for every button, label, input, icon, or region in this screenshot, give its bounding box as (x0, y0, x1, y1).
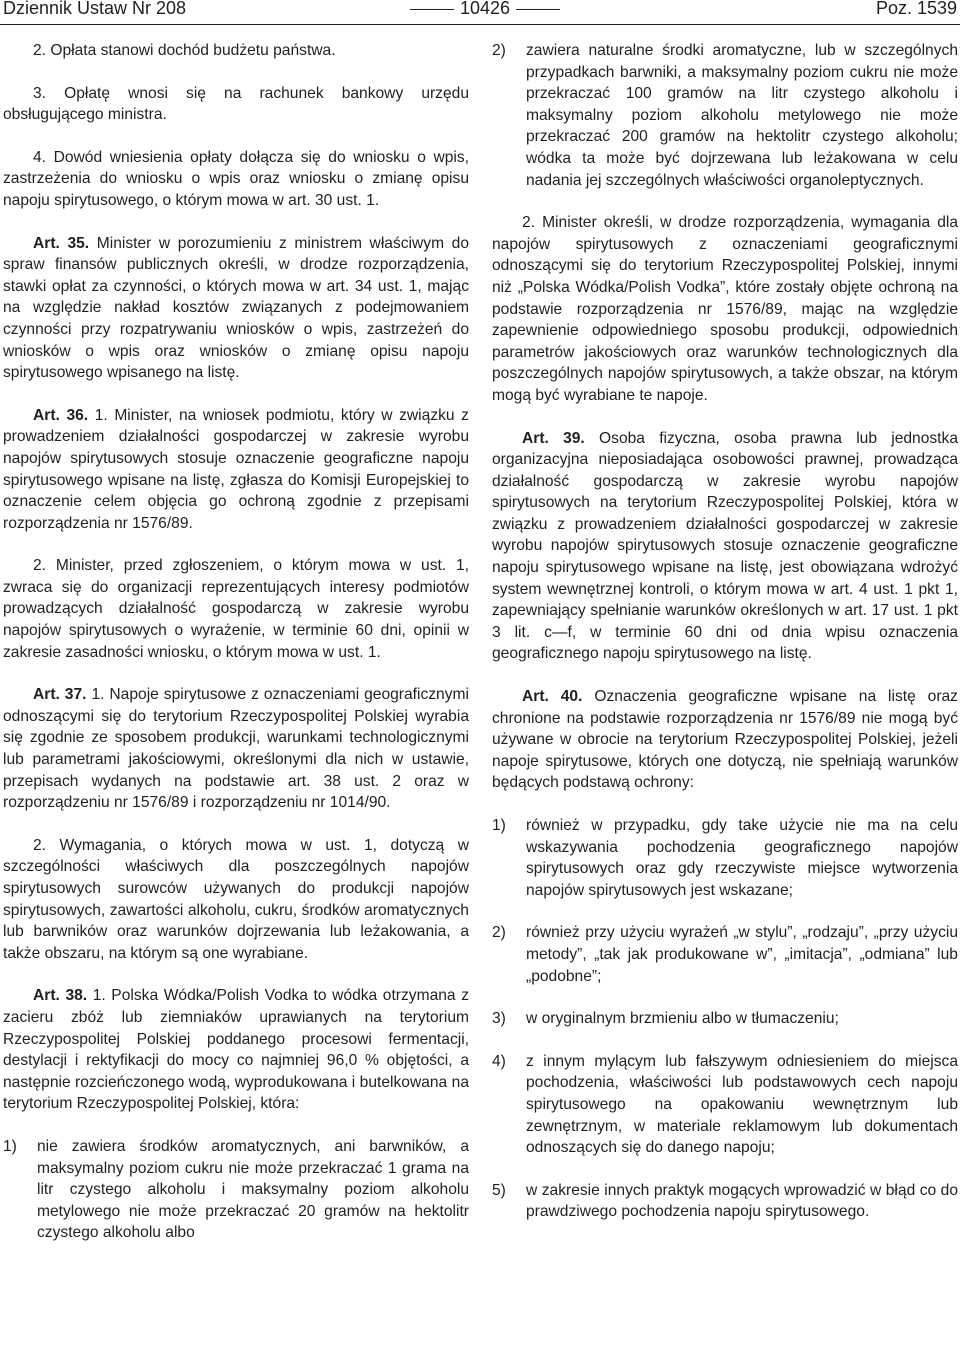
list-item-number: 3) (492, 1010, 506, 1028)
paragraph-fee-proof: 4. Dowód wniesienia opłaty dołącza się do wniosku o wpis, zastrzeżenia do wniosku o wpis oraz wniosku o zmianę opisu napoju spirytusowego, o którym mowa w art. 30 ust. 1. (3, 148, 469, 209)
list-item (492, 1180, 958, 1223)
left-column (3, 40, 469, 1265)
list-item-number: 4) (492, 1052, 506, 1070)
journal-title: Dziennik Ustaw Nr 208 (3, 0, 187, 18)
article-40 (492, 686, 958, 794)
article-39-label: Art. 39. (522, 429, 585, 447)
article-37-para-2: 2. Wymagania, o których mowa w ust. 1, dotyczą w szczególności właściwych dla poszczególnych napojów spirytusowych surowców używanych do produkcji napojów spirytusowych, zawartości alkoholu, cukru, środków aromatycznych lub barwników oraz warunków dojrzewania lub leżakowania, a także obszaru, na którym są one wyrabiane. (3, 836, 469, 962)
paragraph-fee-account: 3. Opłatę wnosi się na rachunek bankowy urzędu obsługującego ministra. (3, 84, 469, 124)
article-37-text: 1. Napoje spirytusowe z oznaczeniami geograficznymi odnoszącymi się do terytorium Rzeczypospolitej Polskiej wyrabia się zgodnie ze sposobem produkcji, warunkami technologicznymi lub parametrami jakościowymi, określonymi dla nich w ustawie, przepisach wydanych na podstawie art. 38 ust. 2 oraz w rozporządzeniu nr 1576/89 i rozporządzeniu nr 1014/90. (3, 686, 469, 812)
dash-right (516, 9, 560, 10)
list-item-number: 1) (492, 817, 506, 834)
article-37 (3, 684, 469, 814)
article-36 (3, 405, 469, 535)
right-column (492, 40, 958, 1244)
article-38-list (3, 1136, 469, 1244)
header-divider (0, 24, 960, 25)
article-39 (492, 428, 958, 666)
list-item-text: zawiera naturalne środki aromatyczne, lub w szczególnych przypadkach barwniki, a maksymalny poziom cukru nie może przekraczać 100 gramów na litr czystego alkoholu i maksymalny poziom alkoholu metylowego nie może przekraczać 200 gramów na hektolitr czystego alkoholu; wódka ta może być dojrzewana lub leżakowana w celu nadania jej szczególnych właściwości organoleptycznych. (526, 42, 958, 189)
list-item-number: 1) (3, 1137, 17, 1155)
article-36-para-2: 2. Minister, przed zgłoszeniem, o którym mowa w ust. 1, zwraca się do organizacji reprezentujących interesy podmiotów prowadzących działalność gospodarczą w zakresie wyrobu napojów spirytusowych o wyrażenie, w terminie 60 dni, opinii w zakresie zasadności wniosku, o którym mowa w ust. 1. (3, 557, 469, 661)
list-item-text: w zakresie innych praktyk mogących wprowadzić w błąd co do prawdziwego pochodzenia napoju spirytusowego. (526, 1181, 958, 1221)
article-40-text: Oznaczenia geograficzne wpisane na listę oraz chronione na podstawie rozporządzenia nr 1576/89 nie mogą być używane w obrocie na terytorium Rzeczypospolitej Polskiej, jeżeli napoje spirytusowe, których one dotyczą, nie spełniają warunków będących podstawą ochrony: (492, 688, 958, 792)
list-item (492, 1051, 958, 1159)
list-item (492, 922, 958, 987)
article-38-list-continued (492, 40, 958, 191)
article-35-text: Minister w porozumieniu z ministrem właściwym do spraw finansów publicznych określi, w drodze rozporządzenia, stawki opłat za czynności, o których mowa w art. 34 ust. 1, mając na względzie nakład kosztów związanych z podejmowaniem czynności przy rozpatrywaniu wniosków o wpis, zastrzeżeń do wniosków o wpis oraz wniosków o zmianę opisu napoju spirytusowego wpisanego na listę. (3, 234, 469, 382)
list-item (492, 1008, 958, 1030)
page-number (395, 0, 575, 19)
list-item-text: również przy użyciu wyrażeń „w stylu”, „rodzaju”, „przy użyciu metody”, „tak jak produkowane w”, „imitacja”, „odmiana” lub „podobne”; (526, 924, 958, 985)
article-36-label: Art. 36. (33, 406, 89, 424)
list-item-number: 2) (492, 42, 506, 59)
list-item-text: w oryginalnym brzmieniu albo w tłumaczeniu; (526, 1010, 839, 1028)
list-item-number: 2) (492, 924, 506, 942)
article-35-label: Art. 35. (33, 234, 90, 252)
article-36-text: 1. Minister, na wniosek podmiotu, który w związku z prowadzeniem działalności gospodarczej w zakresie wyrobu napojów spirytusowych stosuje oznaczenie geograficzne napoju spirytusowego wpisane na listę, zgłasza do Komisji Europejskiej to oznaczenie celem objęcia go ochroną zgodnie z przepisami rozporządzenia nr 1576/89. (3, 406, 469, 532)
article-39-text: Osoba fizyczna, osoba prawna lub jednostka organizacyjna nieposiadająca osobowości prawnej, prowadząca działalność gospodarczą w zakresie wyrobu napojów spirytusowych na terytorium Rzeczypospolitej Polskiej, która w związku z prowadzeniem działalności gospodarczej w zakresie wyrobu napojów spirytusowych stosuje oznaczenie geograficzne napoju spirytusowego wpisane na listę, jest obowiązana wdrożyć system wewnętrznej kontroli, o którym mowa w art. 4 ust. 1 pkt 1, zapewniający spełnianie warunków określonych w art. 17 ust. 1 pkt 3 lit. c—f, w terminie 60 dni od dnia wpisu oznaczenia geograficznego napoju spirytusowego na listę. (492, 429, 958, 663)
list-item-text: nie zawiera środków aromatycznych, ani barwników, a maksymalny poziom cukru nie może przekraczać 1 grama na litr czystego alkoholu i maksymalny poziom alkoholu metylowego nie może przekraczać 20 gramów na hektolitr czystego alkoholu albo (37, 1137, 469, 1242)
article-35 (3, 233, 469, 384)
paragraph-fee-budget: 2. Opłata stanowi dochód budżetu państwa. (33, 42, 336, 59)
dash-left (410, 9, 454, 10)
list-item-number: 5) (492, 1181, 506, 1199)
article-38-label: Art. 38. (33, 987, 88, 1005)
list-item (3, 1136, 469, 1244)
list-item (492, 40, 958, 191)
list-item-text: z innym mylącym lub fałszywym odniesieniem do miejsca pochodzenia, właściwości lub podstawowych cech napoju spirytusowego na opakowaniu wewnętrznym lub zewnętrznym, w materiale reklamowym lub dokumentach odnoszących się do danego napoju; (526, 1052, 958, 1157)
article-38-text: 1. Polska Wódka/Polish Vodka to wódka otrzymana z zacieru zbóż lub ziemniaków uprawianych na terytorium Rzeczypospolitej Polskiej poddanego procesowi fermentacji, destylacji i rektyfikacji do mocy co najmniej 96,0 % objętości, a następnie rozcieńczonego wodą, wyprodukowana i butelkowana na terytorium Rzeczypospolitej Polskiej, która: (3, 987, 469, 1113)
page-number-text: 10426 (459, 0, 511, 18)
article-40-label: Art. 40. (522, 688, 583, 706)
article-38 (3, 985, 469, 1115)
position-number: Poz. 1539 (875, 0, 957, 18)
page-header (0, 0, 960, 24)
article-40-list (492, 815, 958, 1223)
article-38-para-2: 2. Minister określi, w drodze rozporządzenia, wymagania dla napojów spirytusowych z oznaczeniami geograficznymi odnoszącymi się do terytorium Rzeczypospolitej Polskiej, innymi niż „Polska Wódka/Polish Vodka”, które zostały objęte ochroną na podstawie rozporządzenia nr 1576/89, mając na względzie zapewnienie odpowiedniego sposobu produkcji, odpowiednich parametrów jakościowych oraz warunków technologicznych dla poszczególnych napojów spirytusowych, a także obszar, na którym mogą być wyrabiane te napoje. (492, 214, 958, 404)
list-item (492, 815, 958, 901)
article-37-label: Art. 37. (33, 686, 87, 704)
list-item-text: również w przypadku, gdy take użycie nie ma na celu wskazywania pochodzenia geograficznego napojów spirytusowych oraz gdy rzeczywiste miejsce wytworzenia napojów spirytusowych jest wskazane; (526, 817, 958, 899)
